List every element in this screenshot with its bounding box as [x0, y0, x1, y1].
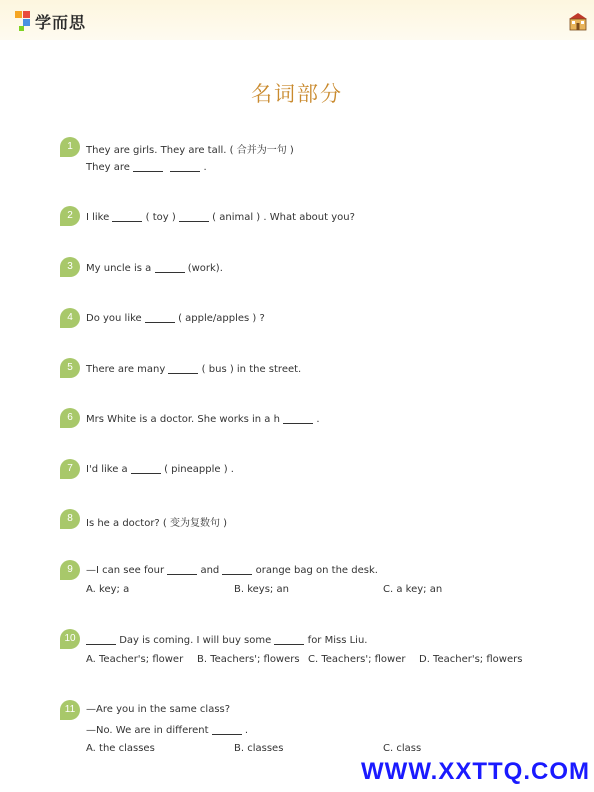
question-text: Is he a doctor? ( 变为复数句 ): [86, 518, 228, 529]
question-line: [86, 724, 248, 736]
question-text: —No. We are in different: [86, 725, 209, 736]
answer-blank[interactable]: [274, 634, 304, 645]
answer-blank[interactable]: [283, 413, 313, 424]
question-number-badge: 5: [60, 358, 80, 378]
option-c[interactable]: C. a key; an: [383, 584, 443, 595]
question-text: ( apple/apples ) ?: [178, 313, 265, 324]
answer-blank[interactable]: [168, 363, 198, 374]
answer-blank[interactable]: [167, 564, 197, 575]
answer-blank[interactable]: [212, 724, 242, 735]
question-text: I like: [86, 212, 110, 223]
answer-blank[interactable]: [86, 634, 116, 645]
option-a[interactable]: A. Teacher's; flower: [86, 654, 184, 665]
answer-blank[interactable]: [155, 262, 185, 273]
question-text: They are: [86, 162, 130, 173]
question-text: They are girls. They are tall. ( 合并为一句 ): [86, 145, 294, 156]
answer-blank[interactable]: [145, 312, 175, 323]
question-text: Day is coming. I will buy some: [119, 635, 272, 646]
option-a[interactable]: A. key; a: [86, 584, 130, 595]
option-d[interactable]: D. Teacher's; flowers: [419, 654, 523, 665]
question-text: orange bag on the desk.: [255, 565, 378, 576]
question-text: .: [203, 162, 207, 173]
question-text: (work).: [187, 263, 223, 274]
option-b[interactable]: B. classes: [234, 743, 284, 754]
option-c[interactable]: C. class: [383, 743, 422, 754]
question-text: .: [316, 414, 320, 425]
question-text: Mrs White is a doctor. She works in a h: [86, 414, 280, 425]
watermark: WWW.XXTTQ.COM: [361, 758, 590, 785]
question-line: [86, 634, 367, 646]
question-line: [86, 262, 223, 274]
question-text: My uncle is a: [86, 263, 152, 274]
question-line: [86, 564, 378, 576]
answer-blank[interactable]: [133, 161, 163, 172]
question-text: —Are you in the same class?: [86, 704, 231, 715]
school-building-icon: [568, 12, 588, 32]
question-line: [86, 413, 320, 425]
question-number-badge: 7: [60, 459, 80, 479]
question-text: Do you like: [86, 313, 142, 324]
question-text: I'd like a: [86, 464, 128, 475]
question-number-badge: 11: [60, 700, 80, 720]
question-text: There are many: [86, 364, 166, 375]
answer-blank[interactable]: [112, 211, 142, 222]
answer-blank[interactable]: [222, 564, 252, 575]
logo: [14, 9, 86, 33]
question-text: ( toy ): [145, 212, 176, 223]
question-text: and: [200, 565, 220, 576]
option-c[interactable]: C. Teachers'; flower: [308, 654, 406, 665]
question-text: —I can see four: [86, 565, 165, 576]
logo-text: 学而思: [35, 12, 87, 32]
question-number-badge: 10: [60, 629, 80, 649]
question-line: [86, 161, 207, 173]
question-line: [86, 312, 265, 324]
answer-blank[interactable]: [170, 161, 200, 172]
question-line: [86, 363, 301, 375]
option-b[interactable]: B. keys; an: [234, 584, 289, 595]
option-a[interactable]: A. the classes: [86, 743, 155, 754]
question-number-badge: 3: [60, 257, 80, 277]
question-text: for Miss Liu.: [307, 635, 368, 646]
question-number-badge: 6: [60, 408, 80, 428]
question-number-badge: 2: [60, 206, 80, 226]
answer-blank[interactable]: [179, 211, 209, 222]
question-text: ( bus ) in the street.: [201, 364, 302, 375]
answer-blank[interactable]: [131, 463, 161, 474]
question-text: ( animal ) . What about you?: [212, 212, 355, 223]
question-line: [86, 463, 234, 475]
page-title: 名词部分: [251, 82, 343, 106]
question-number-badge: 4: [60, 308, 80, 328]
question-number-badge: 9: [60, 560, 80, 580]
question-line: [86, 211, 355, 223]
question-text: .: [244, 725, 249, 736]
question-text: ( pineapple ) .: [164, 464, 234, 475]
option-b[interactable]: B. Teachers'; flowers: [197, 654, 300, 665]
question-number-badge: 1: [60, 137, 80, 157]
logo-mark-icon: [14, 10, 32, 32]
header-bar: [0, 0, 594, 40]
question-number-badge: 8: [60, 509, 80, 529]
